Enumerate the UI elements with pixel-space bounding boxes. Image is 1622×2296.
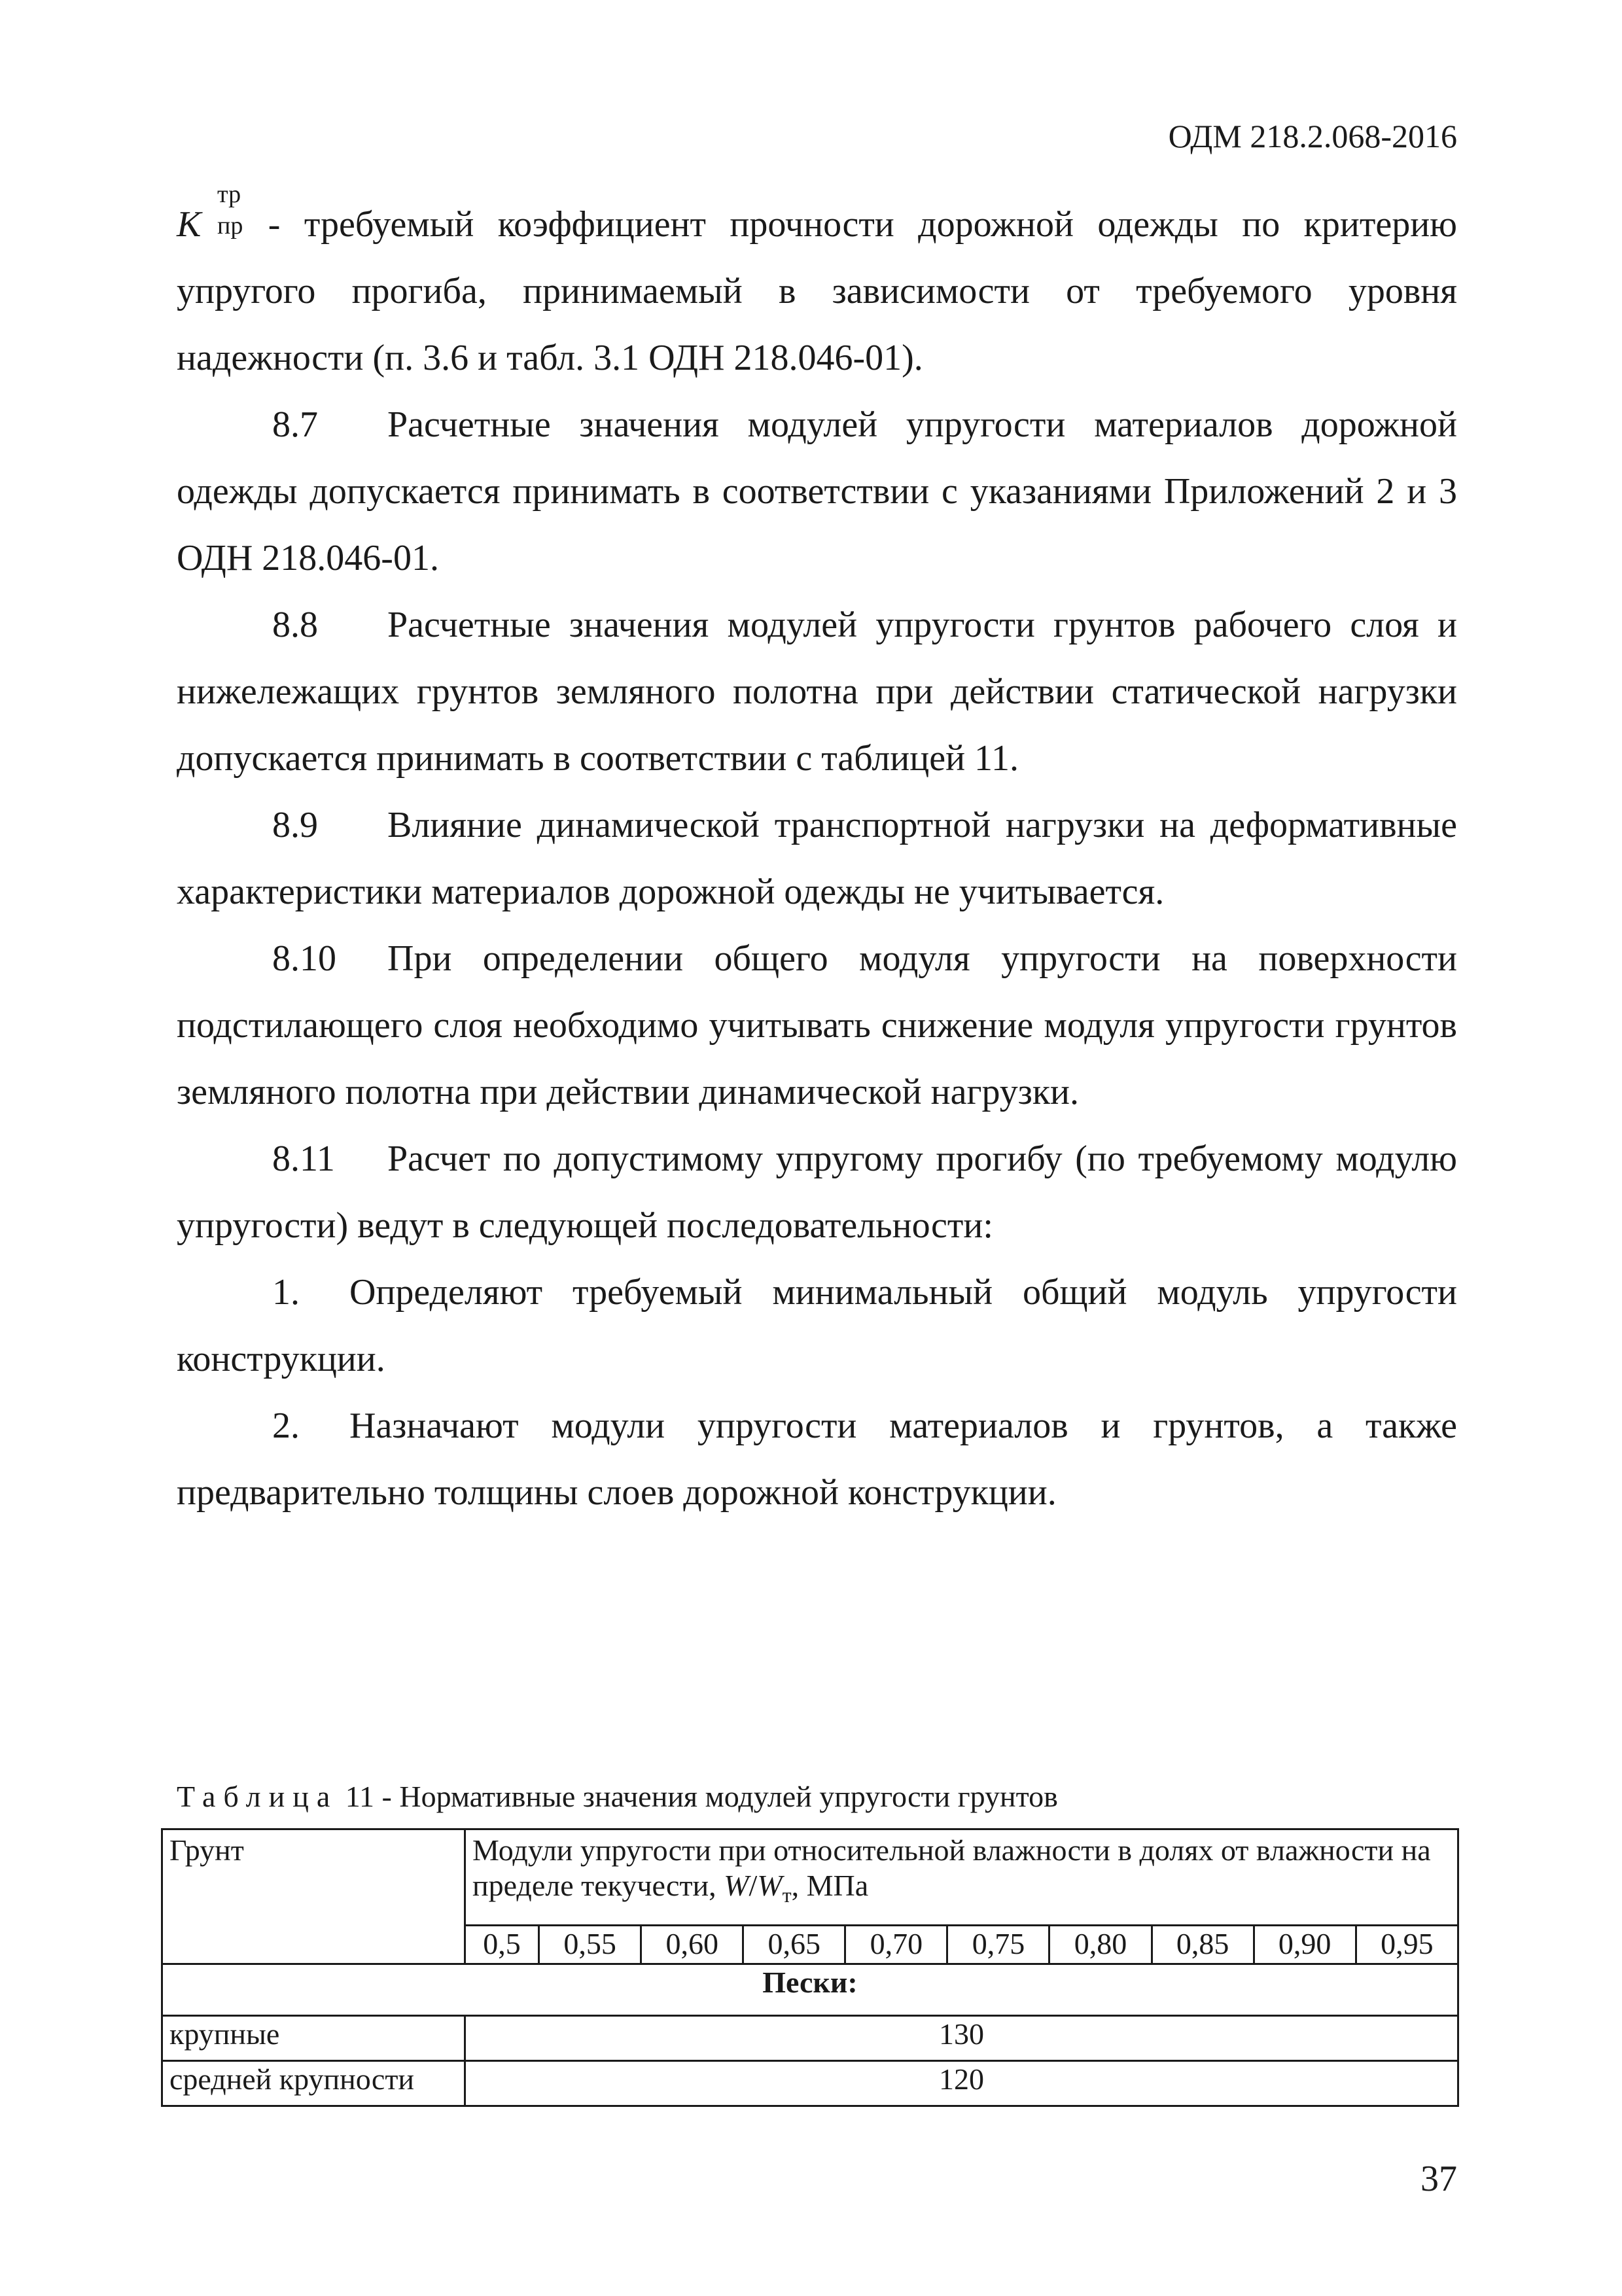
paragraph-number: 8.10	[272, 938, 336, 979]
header-moduli-var-wt-sub: т	[782, 1883, 792, 1907]
moisture-cell: 0,65	[743, 1926, 845, 1964]
paragraph-number: 8.9	[272, 805, 318, 845]
table-row	[162, 2061, 1458, 2106]
paragraph-number: 8.11	[272, 1139, 335, 1179]
group-sands: Пески:	[162, 1964, 1458, 2016]
header-moduli-text: Модули упругости при относительной влажности в долях от влажности на пределе текучести,	[472, 1833, 1431, 1902]
paragraph-text: Расчетные значения модулей упругости материалов дорожной одежды допускается принимать в соответствии с указаниями Приложений 2 и 3 ОДН 218.046-01.	[177, 404, 1457, 578]
document-code: ОДМ 218.2.068-2016	[1168, 118, 1457, 154]
paragraph-text: Расчетные значения модулей упругости грунтов рабочего слоя и нижележащих грунтов земляного полотна при действии статической нагрузки допускается принимать в соответствии с таблицей 11.	[177, 605, 1457, 779]
value-cell: 130	[465, 2016, 1458, 2061]
table-group-row	[162, 1964, 1458, 2016]
paragraph-8-9	[177, 792, 1457, 925]
step-text: Назначают модули упругости материалов и грунтов, а также предварительно толщины слоев дорожной конструкции.	[177, 1405, 1457, 1513]
table-caption	[177, 1778, 1058, 1815]
paragraph-8-10	[177, 925, 1457, 1125]
page-number: 37	[1420, 2159, 1457, 2199]
soil-cell: крупные	[162, 2016, 465, 2061]
header-moduli-var-wt-base: W	[757, 1869, 783, 1902]
paragraph-text: Влияние динамической транспортной нагрузки на деформативные характеристики материалов дорожной одежды не учитывается.	[177, 805, 1457, 912]
header-moduli-var-wt	[757, 1869, 792, 1907]
kpr-symbol-base: K	[177, 204, 202, 245]
header-moduli-var-w: W	[724, 1869, 749, 1902]
paragraph-number: 8.8	[272, 605, 318, 645]
paragraph-number: 8.7	[272, 404, 318, 445]
table-row	[162, 2016, 1458, 2061]
header-moduli-slash: /	[749, 1869, 758, 1902]
paragraph-text: Расчет по допустимому упругому прогибу (по требуемому модулю упругости) ведут в следующей последовательности:	[177, 1139, 1457, 1246]
value-cell: 120	[465, 2061, 1458, 2106]
table-caption-label: Таблица	[177, 1780, 338, 1813]
moisture-cell: 0,95	[1356, 1926, 1458, 1964]
moisture-cell: 0,5	[465, 1926, 539, 1964]
moduli-table	[161, 1828, 1459, 2107]
soil-cell: средней крупности	[162, 2061, 465, 2106]
paragraph-8-11	[177, 1125, 1457, 1259]
paragraph-8-8	[177, 592, 1457, 792]
kpr-symbol-sup: тр	[217, 181, 241, 208]
moisture-cell: 0,90	[1254, 1926, 1356, 1964]
step-text: Определяют требуемый минимальный общий модуль упругости конструкции.	[177, 1272, 1457, 1379]
moisture-cell: 0,80	[1049, 1926, 1152, 1964]
table-caption-text: 11 - Нормативные значения модулей упругости грунтов	[345, 1780, 1058, 1813]
header-moduli	[465, 1829, 1458, 1926]
paragraph-text: При определении общего модуля упругости на поверхности подстилающего слоя необходимо учитывать снижение модуля упругости грунтов земляного полотна при действии динамической нагрузки.	[177, 938, 1457, 1112]
step-number: 2.	[272, 1405, 300, 1446]
kpr-definition-text: - требуемый коэффициент прочности дорожной одежды по критерию упругого прогиба, принимаемый в зависимости от требуемого уровня надежности (п. 3.6 и табл. 3.1 ОДН 218.046-01).	[177, 204, 1457, 378]
step-number: 1.	[272, 1272, 300, 1313]
moisture-cell: 0,75	[947, 1926, 1049, 1964]
kpr-definition-paragraph	[177, 181, 1457, 391]
moisture-cell: 0,55	[539, 1926, 641, 1964]
step-1	[177, 1259, 1457, 1392]
body-text	[177, 181, 1457, 1526]
header-soil: Грунт	[162, 1829, 465, 1964]
paragraph-8-7	[177, 391, 1457, 592]
header-moduli-unit: , МПа	[791, 1869, 869, 1902]
moisture-cell: 0,85	[1152, 1926, 1254, 1964]
moisture-cell: 0,70	[845, 1926, 947, 1964]
step-2	[177, 1392, 1457, 1526]
kpr-symbol	[177, 181, 244, 258]
kpr-symbol-sub: пр	[217, 212, 243, 239]
moisture-cell: 0,60	[641, 1926, 743, 1964]
table-header-row	[162, 1829, 1458, 1926]
